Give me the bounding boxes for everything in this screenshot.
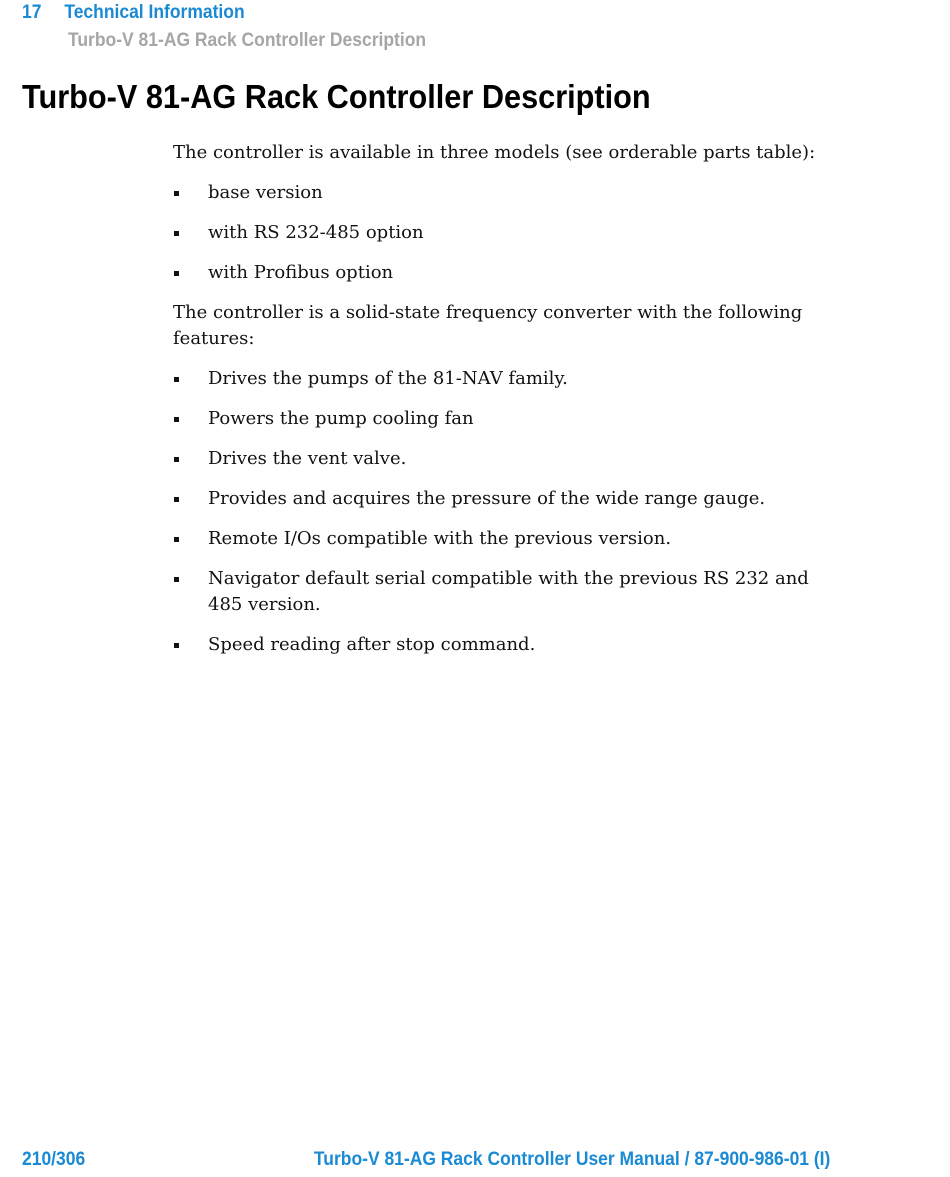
list-item bbox=[173, 180, 843, 206]
bullet-icon bbox=[174, 191, 179, 196]
list-item-text: Navigator default serial compatible with the previous RS 232 and 485 version. bbox=[208, 568, 809, 615]
list-item bbox=[173, 486, 843, 512]
list-item-text: with RS 232-485 option bbox=[208, 222, 424, 243]
list-item bbox=[173, 632, 843, 658]
features-list bbox=[173, 366, 843, 658]
list-item bbox=[173, 446, 843, 472]
chapter-number: 17 bbox=[22, 2, 42, 23]
list-item-text: base version bbox=[208, 182, 323, 203]
bullet-icon bbox=[174, 231, 179, 236]
list-item bbox=[173, 526, 843, 552]
list-item bbox=[173, 406, 843, 432]
list-item-text: Drives the vent valve. bbox=[208, 448, 407, 469]
bullet-icon bbox=[174, 643, 179, 648]
list-item-text: Powers the pump cooling fan bbox=[208, 408, 474, 429]
list-item bbox=[173, 260, 843, 286]
chapter-title: Technical Information bbox=[64, 2, 245, 23]
bullet-icon bbox=[174, 497, 179, 502]
page-number: 210/306 bbox=[22, 1149, 86, 1170]
running-header-section: Turbo-V 81-AG Rack Controller Description bbox=[68, 30, 427, 51]
bullet-icon bbox=[174, 377, 179, 382]
bullet-icon bbox=[174, 417, 179, 422]
bullet-icon bbox=[174, 577, 179, 582]
body-content bbox=[173, 140, 843, 672]
list-item-text: Provides and acquires the pressure of the wide range gauge. bbox=[208, 488, 766, 509]
list-item-text: Remote I/Os compatible with the previous version. bbox=[208, 528, 672, 549]
running-header-chapter bbox=[22, 2, 245, 24]
manual-reference: Turbo-V 81-AG Rack Controller User Manual / 87-900-986-01 (I) bbox=[313, 1149, 830, 1170]
bullet-icon bbox=[174, 457, 179, 462]
models-list bbox=[173, 180, 843, 286]
list-item bbox=[173, 366, 843, 392]
list-item bbox=[173, 566, 843, 618]
list-item bbox=[173, 220, 843, 246]
features-intro-paragraph: The controller is a solid-state frequency converter with the following features: bbox=[173, 302, 803, 349]
list-item-text: Drives the pumps of the 81-NAV family. bbox=[208, 368, 568, 389]
bullet-icon bbox=[174, 271, 179, 276]
list-item-text: Speed reading after stop command. bbox=[208, 634, 536, 655]
list-item-text: with Profibus option bbox=[208, 262, 394, 283]
bullet-icon bbox=[174, 537, 179, 542]
intro-paragraph: The controller is available in three models (see orderable parts table): bbox=[173, 142, 816, 163]
page-title: Turbo-V 81-AG Rack Controller Description bbox=[22, 78, 651, 115]
